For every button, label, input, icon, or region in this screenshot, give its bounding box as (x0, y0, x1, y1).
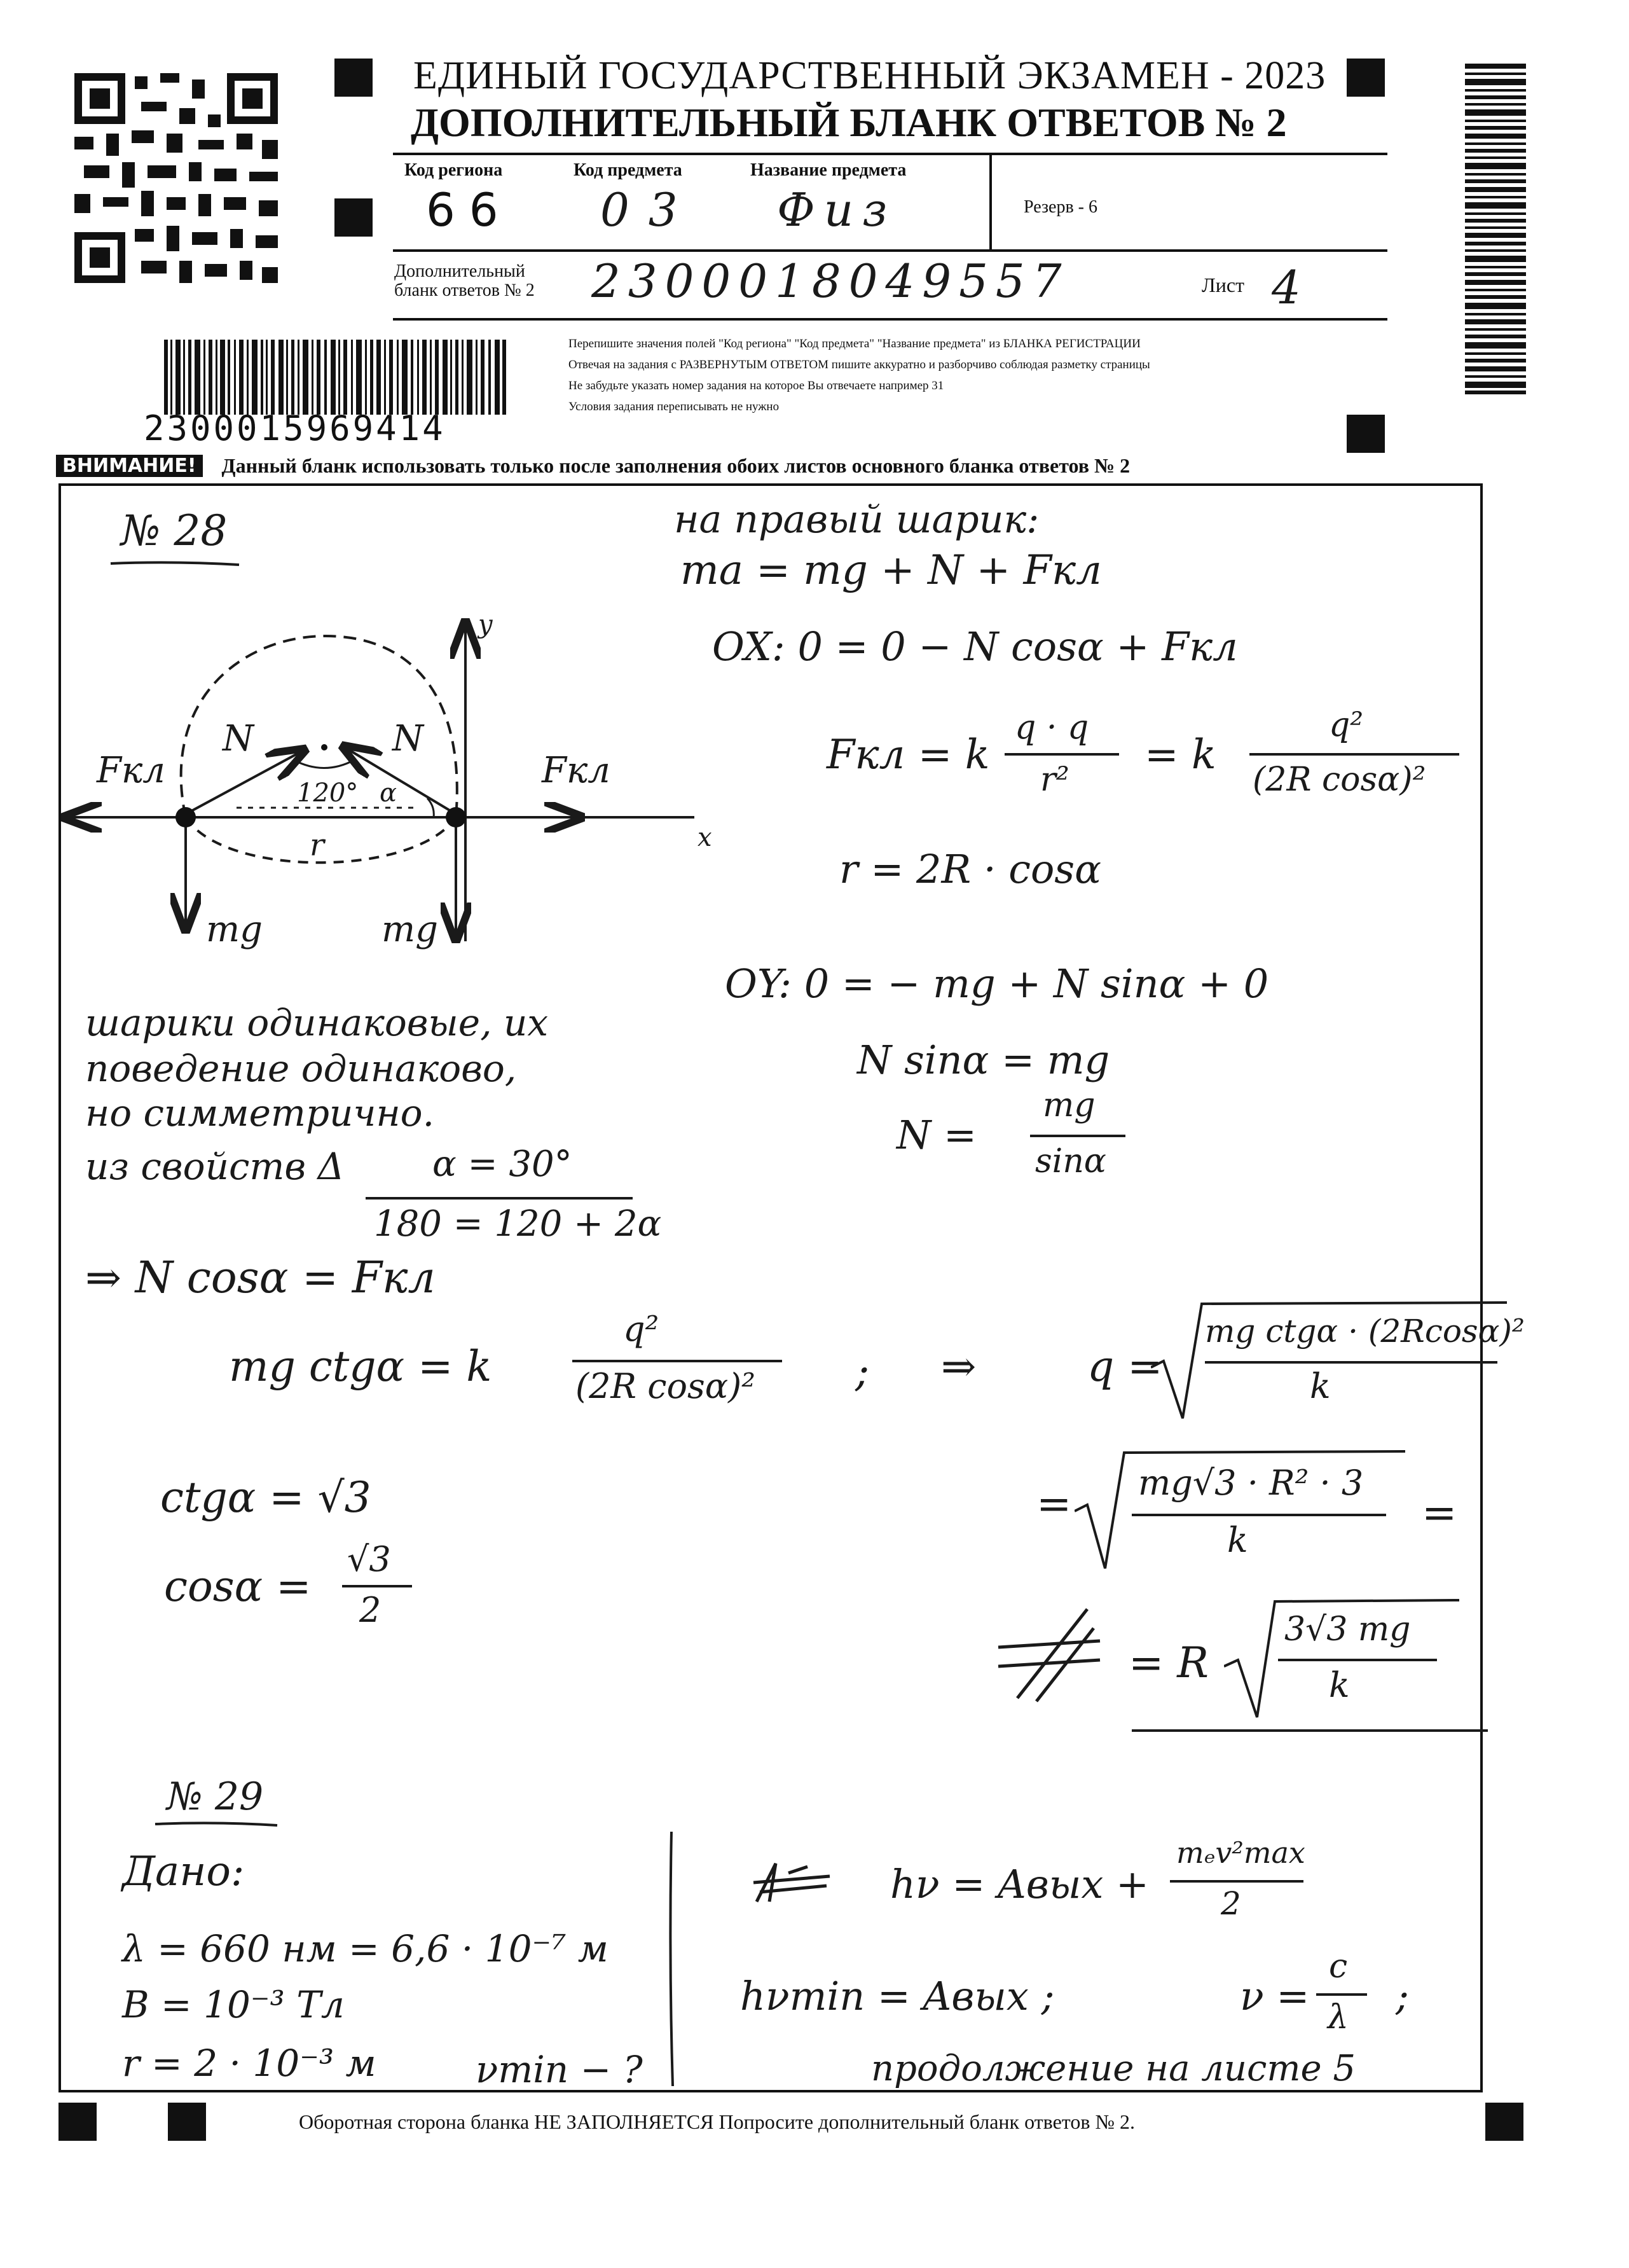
eq-sign-2: = (1036, 1479, 1072, 1528)
sheet-label: Лист (1202, 273, 1245, 296)
q-den2: k (1227, 1520, 1248, 1560)
alpha-value: α = 30° (432, 1144, 572, 1185)
final-lhs: = R (1129, 1638, 1209, 1687)
mg-right-label: mg (381, 909, 438, 950)
reserve-label: Резерв - 6 (1024, 197, 1098, 217)
given-b: B = 10⁻³ Тл (122, 1983, 345, 2026)
pivot-dot (321, 744, 327, 750)
angle-arc (294, 760, 354, 768)
fraction-bar (1205, 1360, 1497, 1365)
corner-marker (334, 198, 373, 237)
mg-left-label: mg (206, 909, 263, 950)
fkl-left-label: Fкл (97, 750, 165, 791)
subject-code-label: Код предмета (574, 160, 682, 180)
angle-label: 120° (297, 778, 359, 808)
subject-code-value[interactable]: 03 (600, 183, 697, 237)
task-28-label: № 28 (121, 506, 228, 555)
underline (153, 1820, 280, 1828)
mgctg-den: (2R cosα)² (575, 1366, 755, 1406)
instruction-line: Условия задания переписывать не нужно (568, 400, 780, 413)
kinetic-num: mₑv²max (1176, 1836, 1305, 1870)
y-label: y (478, 610, 493, 639)
photoeffect-eq: hν = Aвых + (890, 1861, 1149, 1907)
newton-eq: ma = mg + N + Fкл (680, 547, 1102, 594)
n-num: mg (1043, 1086, 1096, 1124)
instruction-line: Не забудьте указать номер задания на которое Вы отвечаете например 31 (568, 379, 944, 392)
fraction-bar (1316, 1992, 1367, 1997)
n-right-label: N (392, 718, 423, 759)
region-label: Код региона (404, 160, 503, 180)
corner-marker (1347, 59, 1385, 97)
qr-code (71, 70, 281, 286)
r-eq: r = 2R · cosα (839, 846, 1101, 892)
note-line-1: шарики одинаковые, их (85, 1001, 549, 1044)
corner-marker (58, 2103, 97, 2141)
mgctg-lhs: mg ctgα = k (229, 1342, 492, 1391)
form-title: ДОПОЛНИТЕЛЬНЫЙ БЛАНК ОТВЕТОВ № 2 (411, 100, 1287, 145)
fraction-bar (572, 1359, 782, 1364)
blank-label-line2: бланк ответов № 2 (394, 280, 535, 300)
nsin-eq: N sinα = mg (857, 1037, 1110, 1083)
blank-number[interactable]: 2300018049557 (591, 254, 1069, 308)
given-lambda: λ = 660 нм = 6,6 · 10⁻⁷ м (122, 1927, 608, 1970)
cos-num: √3 (347, 1539, 391, 1579)
nu-num: c (1329, 1947, 1348, 1986)
n-lhs: N = (897, 1112, 977, 1158)
oy-eq: OY: 0 = − mg + N sinα + 0 (725, 960, 1269, 1007)
red-limit-eq: hνmin = Aвых ; (740, 1973, 1055, 2019)
attention-bar (56, 453, 1328, 478)
scribble (750, 1857, 833, 1908)
instruction-line: Отвечая на задания с РАЗВЕРНУТЫМ ОТВЕТОМ пишите аккуратно и разборчиво соблюдая разметку страницы (568, 358, 1150, 371)
footer-note: Оборотная сторона бланка НЕ ЗАПОЛНЯЕТСЯ Попросите дополнительный бланк ответов № 2. (299, 2110, 1135, 2133)
nu-lhs: ν = (1240, 1973, 1310, 2019)
implication-2: ⇒ (941, 1342, 977, 1391)
corner-marker (1485, 2103, 1523, 2141)
fkl-den1: r² (1040, 761, 1069, 799)
r-label: r (310, 827, 324, 863)
corner-marker (334, 59, 373, 97)
fraction-bar (342, 1584, 412, 1589)
kinetic-den: 2 (1221, 1885, 1241, 1922)
fraction-bar (1030, 1133, 1125, 1138)
fraction-bar (1132, 1512, 1386, 1518)
given-divider (668, 1832, 675, 2086)
alpha-label: α (380, 778, 397, 808)
fraction-bar (1249, 752, 1459, 757)
fkl-num2: q² (1329, 706, 1364, 744)
implication-1: ⇒ N cosα = Fкл (85, 1253, 436, 1303)
fkl-den2: (2R cosα)² (1253, 761, 1426, 799)
nu-semicolon: ; (1396, 1973, 1409, 2019)
cos-lhs: cosα = (164, 1562, 312, 1611)
attention-label: ВНИМАНИЕ! (56, 455, 203, 477)
fkl-lhs: Fкл = k (827, 731, 990, 778)
barcode-number: 2300015969414 (144, 408, 446, 448)
right-ball-heading: на правый шарик: (674, 497, 1040, 542)
cos-den: 2 (359, 1590, 381, 1630)
subject-name-label: Название предмета (750, 160, 907, 180)
eq-sign-3: = (1422, 1488, 1457, 1537)
header-rule (393, 318, 1387, 321)
task-29-label: № 29 (167, 1774, 264, 1819)
fkl-right-label: Fкл (542, 750, 610, 791)
semicolon: ; (855, 1347, 870, 1396)
underline (108, 560, 242, 567)
q-den1: k (1310, 1366, 1331, 1406)
fkl-num1: q · q (1015, 709, 1089, 747)
header-divider (989, 153, 992, 249)
angle-sum: 180 = 120 + 2α (374, 1203, 662, 1245)
header-rule (393, 249, 1387, 252)
force-diagram (58, 572, 745, 992)
blank-label (394, 262, 535, 300)
mgctg-num: q² (623, 1309, 659, 1349)
fkl-eq: = k (1144, 731, 1216, 778)
triangle-props: из свойств Δ (85, 1145, 345, 1188)
corner-marker (168, 2103, 206, 2141)
given-r: r = 2 · 10⁻³ м (122, 2042, 376, 2085)
fraction-bar (1170, 1879, 1303, 1884)
q-num2: mg√3 · R² · 3 (1138, 1463, 1364, 1503)
note-line-3: но симметрично. (85, 1091, 435, 1135)
continuation-note: продолжение на листе 5 (871, 2048, 1356, 2089)
q-lhs: q = (1087, 1342, 1163, 1391)
ox-eq: OX: 0 = 0 − N cosα + Fкл (712, 623, 1238, 670)
sheet-value[interactable]: 4 (1272, 261, 1301, 314)
nu-den: λ (1328, 1998, 1349, 2036)
instructions (568, 333, 1150, 417)
corner-marker (1347, 415, 1385, 453)
attention-text: Данный бланк использовать только после заполнения обоих листов основного бланка ответов № 2 (221, 453, 1131, 477)
barcode (164, 340, 506, 415)
n-left-label: N (223, 718, 254, 759)
fraction-bar (1278, 1657, 1437, 1663)
unknown-vmin: νmin − ? (476, 2048, 643, 2091)
ball-left (175, 807, 196, 827)
instruction-line: Перепишите значения полей "Код региона" "Код предмета" "Название предмета" из БЛАНКА РЕГИСТРАЦИИ (568, 337, 1141, 350)
n-left-arrow (186, 750, 303, 814)
fraction-bar (366, 1196, 633, 1201)
ctg-eq: ctgα = √3 (160, 1473, 371, 1522)
side-barcode (1465, 64, 1526, 394)
answer-underline (1132, 1727, 1488, 1734)
subject-name-value[interactable]: Физ (777, 183, 897, 237)
exam-title: ЕДИНЫЙ ГОСУДАРСТВЕННЫЙ ЭКЗАМЕН - 2023 (413, 54, 1326, 97)
dano-label: Дано: (122, 1848, 245, 1895)
region-value[interactable]: 66 (426, 183, 512, 237)
ball-right (446, 807, 466, 827)
q-num1: mg ctgα · (2Rcosα)² (1205, 1313, 1525, 1350)
final-num: 3√3 mg (1284, 1610, 1411, 1649)
blank-label-line1: Дополнительный (394, 261, 525, 281)
header-rule (393, 153, 1387, 155)
n-den: sinα (1035, 1142, 1106, 1180)
x-label: x (698, 823, 712, 852)
crossed-out (992, 1603, 1106, 1704)
note-line-2: поведение одинаково, (85, 1047, 517, 1090)
fraction-bar (1005, 752, 1119, 757)
final-den: k (1329, 1665, 1350, 1705)
